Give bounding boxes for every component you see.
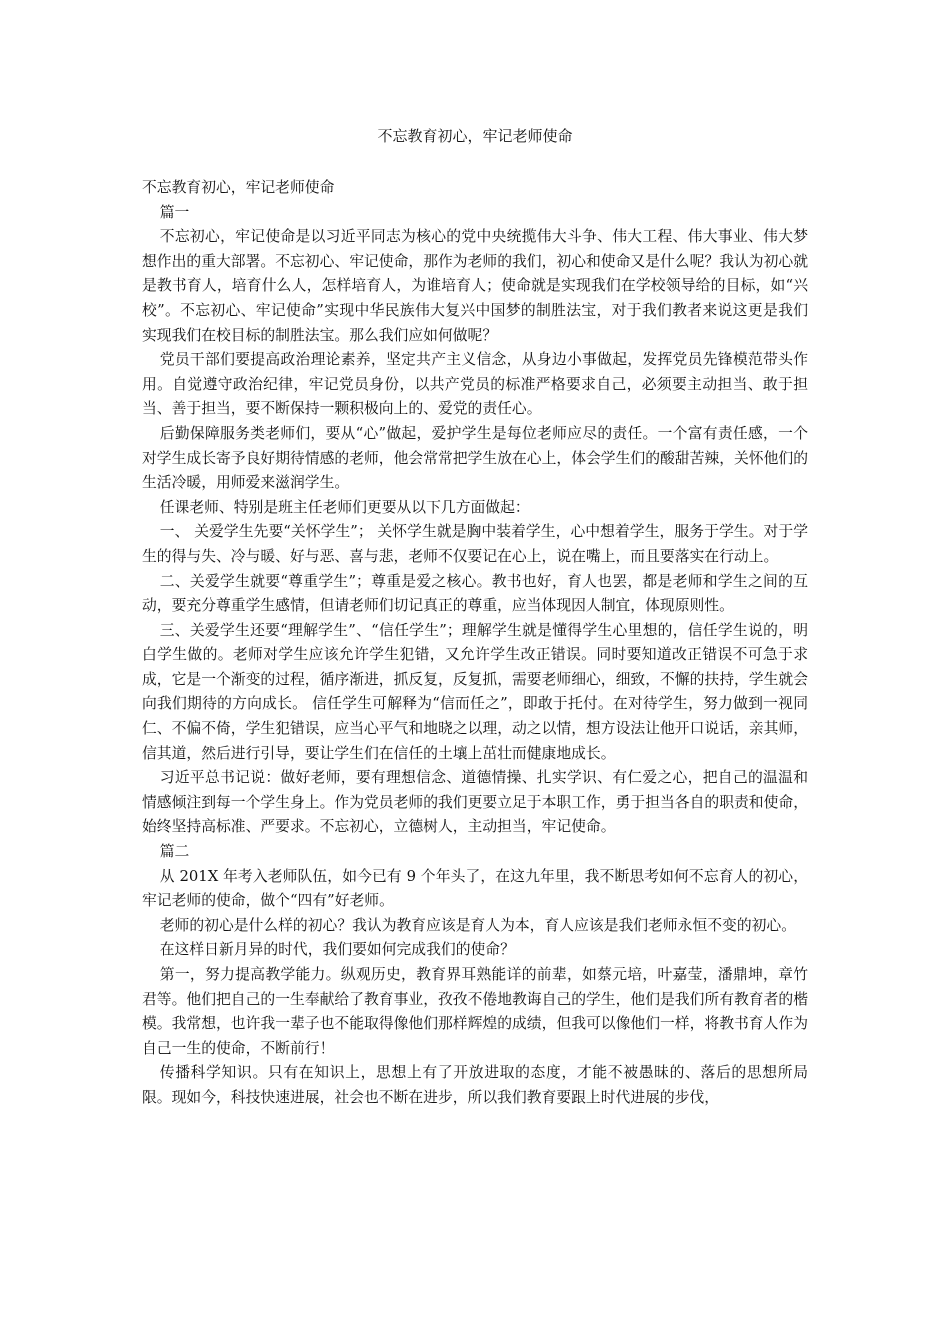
paragraph: 不忘初心，牢记使命是以习近平同志为核心的党中央统揽伟大斗争、伟大工程、伟大事业、伟大梦想作出的重大部署。不忘初心、牢记使命，那作为老师的我们，初心和使命又是什么呢？我认为初心就是教书育人，培育什么人，怎样培育人，为谁培育人；使命就是实现我们在学校领导给的目标，如“兴校”。不忘初心、牢记使命”实现中华民族伟大复兴中国梦的制胜法宝，对于我们教者来说这更是我们实现我们在校目标的制胜法宝。那么我们应如何做呢？	[142, 228, 808, 344]
paragraph: 习近平总书记说：做好老师，要有理想信念、道德情操、扎实学识、有仁爱之心，把自己的温温和情感倾注到每一个学生身上。作为党员老师的我们更要立足于本职工作，勇于担当各自的职责和使命，始终坚持高标准、严要求。不忘初心，立德树人，主动担当，牢记使命。	[142, 769, 808, 836]
paragraph: 不忘教育初心，牢记老师使命	[142, 179, 335, 196]
paragraph: 三、关爱学生还要“理解学生”、“信任学生”；理解学生就是懂得学生心里想的，信任学生说的，明白学生做的。老师对学生应该允许学生犯错，又允许学生改正错误。同时要知道改正错误不可急于求成，它是一个渐变的过程，循序渐进，抓反复，反复抓，需要老师细心，细致，不懈的扶持，学生就会向我们期待的方向成长。 信任学生可解释为“信而任之”，即敢于托付。在对待学生，努力做到一视同仁、不偏不倚，学生犯错误，应当心平气和地晓之以理，动之以情，想方设法让他开口说话，亲其师，信其道，然后进行引导，要让学生们在信任的土壤上茁壮而健康地成长。	[142, 621, 808, 762]
paragraph: 传播科学知识。只有在知识上，思想上有了开放进取的态度，才能不被愚昧的、落后的思想所局限。现如今，科技快速进展，社会也不断在进步，所以我们教育要跟上时代进展的步伐，	[142, 1064, 808, 1106]
paragraph: 党员干部们要提高政治理论素养，坚定共产主义信念，从身边小事做起，发挥党员先锋模范带头作用。自觉遵守政治纪律，牢记党员身份，以共产党员的标准严格要求自己，必须要主动担当、敢于担当、善于担当，要不断保持一颗积极向上的、爱党的责任心。	[142, 351, 808, 418]
paragraph: 任课老师、特别是班主任老师们更要从以下几方面做起：	[159, 498, 530, 516]
paragraph: 第一，努力提高教学能力。纵观历史，教育界耳熟能详的前辈，如蔡元培，叶嘉莹，潘鼎坤，章竹君等。他们把自己的一生奉献给了教育事业，孜孜不倦地教诲自己的学生，他们是我们所有教育者的楷模。我常想，也许我一辈子也不能取得像他们那样辉煌的成绩，但我可以像他们一样，将教书育人作为自己一生的使命，不断前行！	[142, 966, 808, 1057]
paragraph: 二、关爱学生就要“尊重学生”；尊重是爱之核心。教书也好，育人也罢，都是老师和学生之间的互动，要充分尊重学生感情，但请老师们切记真正的尊重，应当体现因人制宜，体现原则性。	[142, 572, 808, 615]
paragraph: 一、 关爱学生先要“关怀学生”； 关怀学生就是胸中装着学生，心中想着学生，服务于学生。对于学生的得与失、冷与暖、好与恶、喜与悲，老师不仅要记在心上，说在嘴上，而且要落实在行动上。	[142, 523, 808, 565]
document-body	[142, 176, 808, 1111]
paragraph: 后勤保障服务类老师们，要从“心”做起，爱护学生是每位老师应尽的责任。一个富有责任感，一个对学生成长寄予良好期待情感的老师，他会常常把学生放在心上，体会学生们的酸甜苦辣，关怀他们的生活冷暖，用师爱来滋润学生。	[142, 424, 808, 492]
paragraph: 从 201X 年考入老师队伍，如今已有 9 个年头了，在这九年里，我不断思考如何不忘育人的初心，牢记老师的使命，做个“四有”好老师。	[142, 867, 808, 910]
paragraph: 在这样日新月异的时代，我们要如何完成我们的使命？	[159, 941, 515, 959]
page-title: 不忘教育初心，牢记老师使命	[377, 127, 573, 145]
section-heading: 篇一	[159, 203, 190, 221]
paragraph: 老师的初心是什么样的初心？我认为教育应该是育人为本，育人应该是我们老师永恒不变的初心。	[159, 916, 797, 934]
section-heading: 篇二	[159, 843, 190, 861]
